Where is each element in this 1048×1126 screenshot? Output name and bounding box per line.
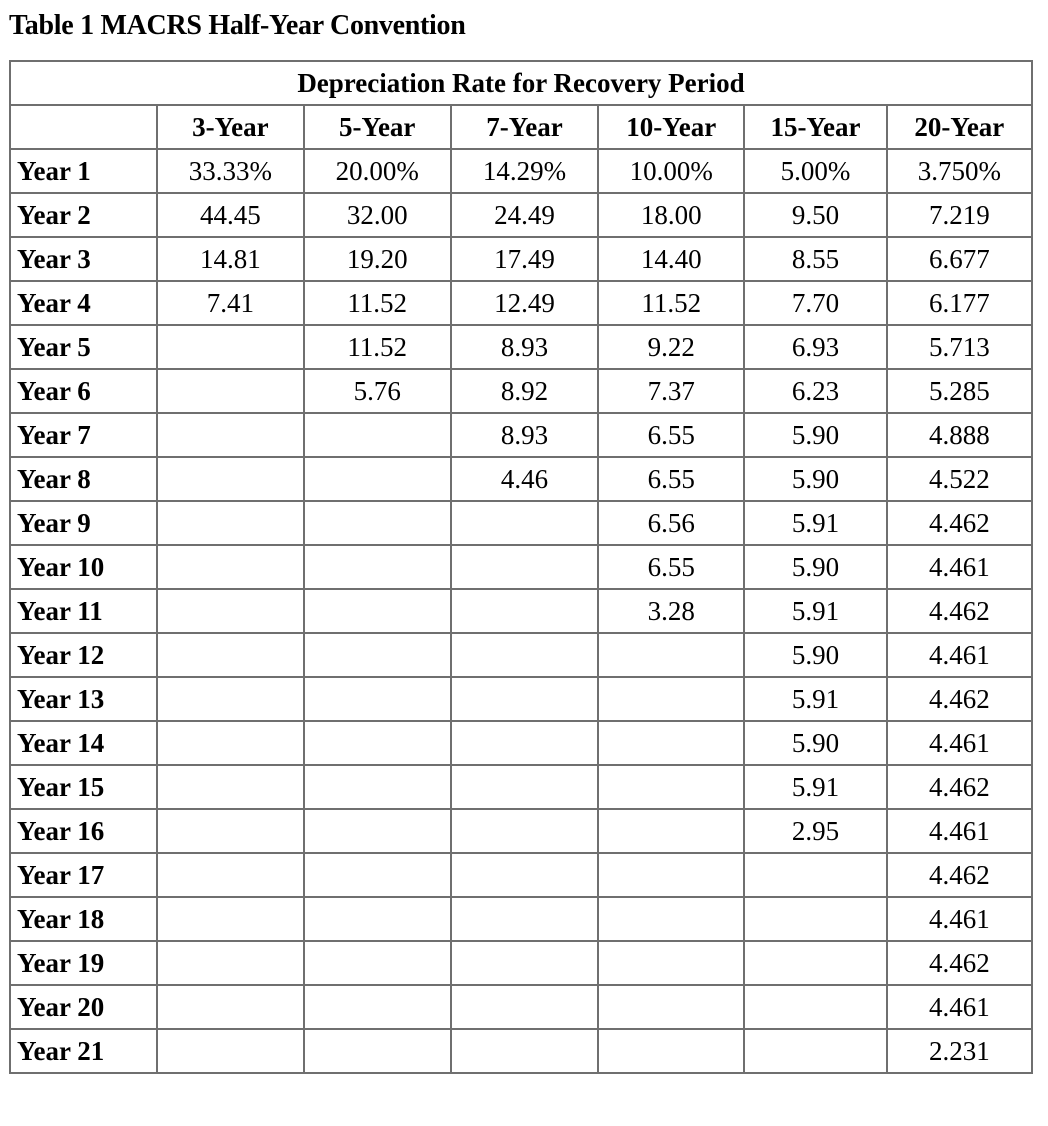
rate-cell — [157, 457, 303, 501]
rate-cell: 5.00% — [744, 149, 886, 193]
table-row — [10, 633, 1032, 677]
rate-cell: 11.52 — [304, 281, 451, 325]
rate-cell: 5.91 — [744, 501, 886, 545]
rate-cell — [451, 677, 598, 721]
rate-cell — [744, 1029, 886, 1073]
rate-cell: 6.55 — [598, 413, 744, 457]
column-header: 7-Year — [451, 105, 598, 149]
rate-cell — [157, 325, 303, 369]
table-row — [10, 809, 1032, 853]
row-label: Year 1 — [10, 149, 157, 193]
column-header: 20-Year — [887, 105, 1032, 149]
rate-cell: 6.55 — [598, 457, 744, 501]
table-row — [10, 545, 1032, 589]
rate-cell — [157, 677, 303, 721]
rate-cell — [157, 369, 303, 413]
row-label: Year 20 — [10, 985, 157, 1029]
table-row — [10, 149, 1032, 193]
rate-cell — [451, 721, 598, 765]
row-label: Year 16 — [10, 809, 157, 853]
rate-cell: 14.40 — [598, 237, 744, 281]
row-label: Year 12 — [10, 633, 157, 677]
rate-cell: 5.90 — [744, 633, 886, 677]
rate-cell: 4.888 — [887, 413, 1032, 457]
rate-cell — [451, 765, 598, 809]
rate-cell: 3.28 — [598, 589, 744, 633]
rate-cell — [157, 853, 303, 897]
rate-cell: 4.462 — [887, 765, 1032, 809]
rate-cell: 5.90 — [744, 457, 886, 501]
rate-cell — [157, 501, 303, 545]
rate-cell — [451, 545, 598, 589]
table-row — [10, 237, 1032, 281]
rate-cell: 12.49 — [451, 281, 598, 325]
rate-cell: 20.00% — [304, 149, 451, 193]
rate-cell: 4.462 — [887, 501, 1032, 545]
rate-cell — [157, 589, 303, 633]
rate-cell — [157, 897, 303, 941]
rate-cell — [744, 985, 886, 1029]
rate-cell: 8.55 — [744, 237, 886, 281]
rate-cell — [157, 985, 303, 1029]
rate-cell — [744, 941, 886, 985]
rate-cell — [304, 853, 451, 897]
rate-cell: 17.49 — [451, 237, 598, 281]
table-row — [10, 281, 1032, 325]
rate-cell: 5.90 — [744, 545, 886, 589]
rate-cell — [598, 633, 744, 677]
rate-cell — [598, 941, 744, 985]
row-label: Year 17 — [10, 853, 157, 897]
rate-cell — [598, 897, 744, 941]
row-label: Year 18 — [10, 897, 157, 941]
table-row — [10, 985, 1032, 1029]
rate-cell — [304, 941, 451, 985]
table-row — [10, 721, 1032, 765]
rate-cell: 19.20 — [304, 237, 451, 281]
rate-cell — [304, 809, 451, 853]
rate-cell: 10.00% — [598, 149, 744, 193]
rate-cell — [451, 897, 598, 941]
rate-cell: 11.52 — [304, 325, 451, 369]
rate-cell: 33.33% — [157, 149, 303, 193]
table-row — [10, 501, 1032, 545]
rate-cell: 4.461 — [887, 633, 1032, 677]
rate-cell — [157, 809, 303, 853]
row-label: Year 3 — [10, 237, 157, 281]
table-row — [10, 1029, 1032, 1073]
rate-cell: 6.55 — [598, 545, 744, 589]
row-label: Year 8 — [10, 457, 157, 501]
column-header: 15-Year — [744, 105, 886, 149]
rate-cell: 7.70 — [744, 281, 886, 325]
rate-cell — [451, 501, 598, 545]
rate-cell — [744, 897, 886, 941]
rate-cell: 32.00 — [304, 193, 451, 237]
rate-cell: 5.90 — [744, 721, 886, 765]
table-caption: Table 1 MACRS Half-Year Convention — [9, 10, 466, 41]
rate-cell — [157, 721, 303, 765]
rate-cell — [598, 985, 744, 1029]
table-row — [10, 897, 1032, 941]
rate-cell: 7.219 — [887, 193, 1032, 237]
rate-cell: 9.50 — [744, 193, 886, 237]
rate-cell: 2.231 — [887, 1029, 1032, 1073]
corner-cell — [10, 105, 157, 149]
rate-cell: 8.92 — [451, 369, 598, 413]
table-row — [10, 369, 1032, 413]
table-row — [10, 193, 1032, 237]
rate-cell — [304, 765, 451, 809]
rate-cell — [598, 677, 744, 721]
rate-cell: 4.461 — [887, 985, 1032, 1029]
row-label: Year 14 — [10, 721, 157, 765]
column-header: 5-Year — [304, 105, 451, 149]
rate-cell: 4.462 — [887, 677, 1032, 721]
rate-cell: 9.22 — [598, 325, 744, 369]
rate-cell: 6.677 — [887, 237, 1032, 281]
column-header: 10-Year — [598, 105, 744, 149]
rate-cell — [304, 985, 451, 1029]
rate-cell — [157, 633, 303, 677]
rate-cell: 44.45 — [157, 193, 303, 237]
rate-cell: 6.93 — [744, 325, 886, 369]
row-label: Year 9 — [10, 501, 157, 545]
rate-cell: 2.95 — [744, 809, 886, 853]
rate-cell — [304, 545, 451, 589]
rate-cell — [304, 413, 451, 457]
rate-cell — [598, 809, 744, 853]
rate-cell — [451, 809, 598, 853]
rate-cell: 11.52 — [598, 281, 744, 325]
rate-cell — [157, 765, 303, 809]
rate-cell: 4.461 — [887, 721, 1032, 765]
row-label: Year 11 — [10, 589, 157, 633]
rate-cell: 8.93 — [451, 413, 598, 457]
table-row — [10, 457, 1032, 501]
row-label: Year 13 — [10, 677, 157, 721]
row-label: Year 10 — [10, 545, 157, 589]
rate-cell — [157, 1029, 303, 1073]
table-row — [10, 589, 1032, 633]
row-label: Year 7 — [10, 413, 157, 457]
table-row — [10, 853, 1032, 897]
rate-cell: 5.91 — [744, 765, 886, 809]
rate-cell — [451, 941, 598, 985]
rate-cell — [451, 633, 598, 677]
group-header: Depreciation Rate for Recovery Period — [10, 61, 1032, 105]
rate-cell: 14.81 — [157, 237, 303, 281]
rate-cell — [598, 1029, 744, 1073]
group-header-row — [10, 61, 1032, 105]
row-label: Year 5 — [10, 325, 157, 369]
rate-cell: 4.461 — [887, 897, 1032, 941]
rate-cell: 3.750% — [887, 149, 1032, 193]
rate-cell: 4.46 — [451, 457, 598, 501]
table-row — [10, 677, 1032, 721]
table-row — [10, 765, 1032, 809]
rate-cell — [744, 853, 886, 897]
macrs-table — [9, 60, 1033, 1074]
rate-cell — [157, 941, 303, 985]
rate-cell: 8.93 — [451, 325, 598, 369]
row-label: Year 15 — [10, 765, 157, 809]
rate-cell — [598, 765, 744, 809]
row-label: Year 19 — [10, 941, 157, 985]
rate-cell — [451, 853, 598, 897]
rate-cell — [304, 457, 451, 501]
row-label: Year 4 — [10, 281, 157, 325]
rate-cell — [157, 545, 303, 589]
rate-cell: 5.91 — [744, 677, 886, 721]
rate-cell: 6.56 — [598, 501, 744, 545]
rate-cell — [304, 677, 451, 721]
rate-cell: 14.29% — [451, 149, 598, 193]
rate-cell: 24.49 — [451, 193, 598, 237]
rate-cell — [598, 721, 744, 765]
rate-cell — [451, 589, 598, 633]
rate-cell: 18.00 — [598, 193, 744, 237]
row-label: Year 2 — [10, 193, 157, 237]
rate-cell: 4.461 — [887, 809, 1032, 853]
rate-cell: 5.90 — [744, 413, 886, 457]
rate-cell: 5.91 — [744, 589, 886, 633]
rate-cell: 5.713 — [887, 325, 1032, 369]
rate-cell: 4.462 — [887, 853, 1032, 897]
rate-cell: 4.462 — [887, 589, 1032, 633]
rate-cell: 7.37 — [598, 369, 744, 413]
table-row — [10, 413, 1032, 457]
rate-cell: 4.522 — [887, 457, 1032, 501]
row-label: Year 21 — [10, 1029, 157, 1073]
rate-cell: 6.177 — [887, 281, 1032, 325]
rate-cell — [304, 589, 451, 633]
rate-cell — [157, 413, 303, 457]
rate-cell: 7.41 — [157, 281, 303, 325]
rate-cell — [304, 897, 451, 941]
column-header-row — [10, 105, 1032, 149]
column-header: 3-Year — [157, 105, 303, 149]
rate-cell — [451, 985, 598, 1029]
rate-cell: 5.76 — [304, 369, 451, 413]
rate-cell: 4.461 — [887, 545, 1032, 589]
rate-cell — [304, 501, 451, 545]
rate-cell: 6.23 — [744, 369, 886, 413]
rate-cell — [304, 721, 451, 765]
table-body — [10, 149, 1032, 1073]
row-label: Year 6 — [10, 369, 157, 413]
rate-cell — [451, 1029, 598, 1073]
rate-cell: 5.285 — [887, 369, 1032, 413]
table-row — [10, 941, 1032, 985]
rate-cell — [304, 633, 451, 677]
rate-cell — [304, 1029, 451, 1073]
rate-cell: 4.462 — [887, 941, 1032, 985]
table-row — [10, 325, 1032, 369]
rate-cell — [598, 853, 744, 897]
